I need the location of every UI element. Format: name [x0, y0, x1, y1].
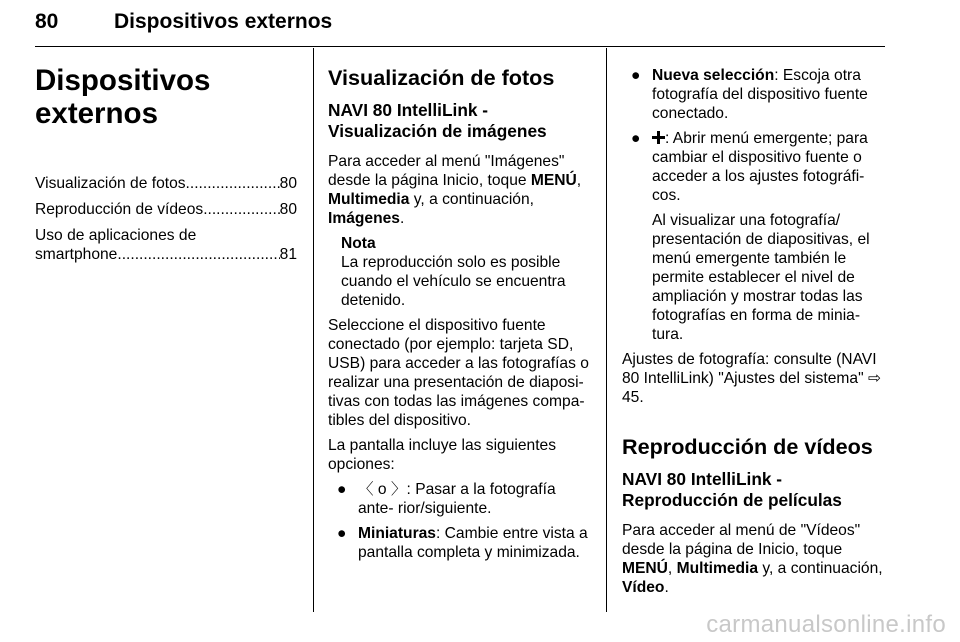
- column-divider: [606, 48, 607, 612]
- chapter-title: Dispositivos externos: [35, 64, 211, 130]
- list-item-continuation: Al visualizar una fotografía/ presentación de diapositivas, el menú emergente también le permite establecer el nivel de ampliación y mostrar todas las fotografías en forma de minia- tura.: [652, 212, 870, 343]
- column-contents: [35, 66, 297, 264]
- list-item: ● Miniaturas: Cambie entre vista a pantalla completa y minimizada.: [337, 525, 588, 561]
- toc-leader: [186, 174, 280, 193]
- list-item: ● Nueva selección: Escoja otra fotografía del dispositivo fuente conectado.: [631, 67, 868, 122]
- column-continued: [622, 66, 887, 603]
- paragraph: La pantalla incluye las siguientes opciones:: [328, 437, 556, 473]
- toc-entry[interactable]: Reproducción de vídeos ..... 80: [35, 200, 297, 219]
- table-of-contents: [35, 174, 297, 264]
- page-number: 80: [35, 10, 59, 33]
- paragraph: Para acceder al menú "Imágenes" desde la página Inicio, toque MENÚ, Multimedia y, a continuación, Imágenes.: [328, 153, 582, 227]
- plus-icon: [652, 131, 665, 144]
- bullet-icon: ●: [631, 67, 641, 84]
- note-text: La reproducción solo es posible cuando el vehículo se encuentra detenido.: [341, 254, 566, 309]
- paragraph: Para acceder al menú de "Vídeos" desde la página de Inicio, toque MENÚ, Multimedia y, a continuación, Vídeo.: [622, 522, 883, 596]
- subsection-title: NAVI 80 IntelliLink - Reproducción de películas: [622, 469, 842, 510]
- list-item: ● : Abrir menú emergente; para cambiar el dispositivo fuente o acceder a los ajustes fotográfi- cos.: [631, 130, 868, 204]
- toc-entry[interactable]: Visualización de fotos ..... 80: [35, 174, 297, 193]
- list-item: ● 〈 o 〉: Pasar a la fotografía ante- rior/siguiente.: [337, 481, 556, 517]
- subsection-title: NAVI 80 IntelliLink - Visualización de imágenes: [328, 100, 547, 141]
- paragraph: Seleccione el dispositivo fuente conectado (por ejemplo: tarjeta SD, USB) para acceder a las fotografías o realizar una presentación de diaposi- tivas con todas las imágenes compa- tibles del dispositivo.: [328, 317, 589, 429]
- section-title: Reproducción de vídeos: [622, 434, 873, 459]
- paragraph: Ajustes de fotografía: consulte (NAVI 80 IntelliLink) "Ajustes del sistema" ⇨ 45.: [622, 351, 882, 406]
- bullet-icon: ●: [337, 525, 347, 542]
- page-header: [35, 8, 885, 47]
- column-photos: [328, 66, 593, 568]
- note-label: Nota: [341, 235, 376, 252]
- bullet-icon: ●: [631, 130, 641, 147]
- toc-entry[interactable]: Uso de aplicaciones de smartphone ..... 81: [35, 226, 297, 264]
- column-divider: [313, 48, 314, 612]
- note: [341, 234, 593, 310]
- bullet-icon: ●: [337, 481, 347, 498]
- section-title: Visualización de fotos: [328, 65, 555, 90]
- toc-leader: [117, 245, 279, 264]
- watermark: carmanualsonline.info: [706, 611, 946, 638]
- toc-leader: [203, 200, 279, 219]
- running-title: Dispositivos externos: [114, 10, 333, 33]
